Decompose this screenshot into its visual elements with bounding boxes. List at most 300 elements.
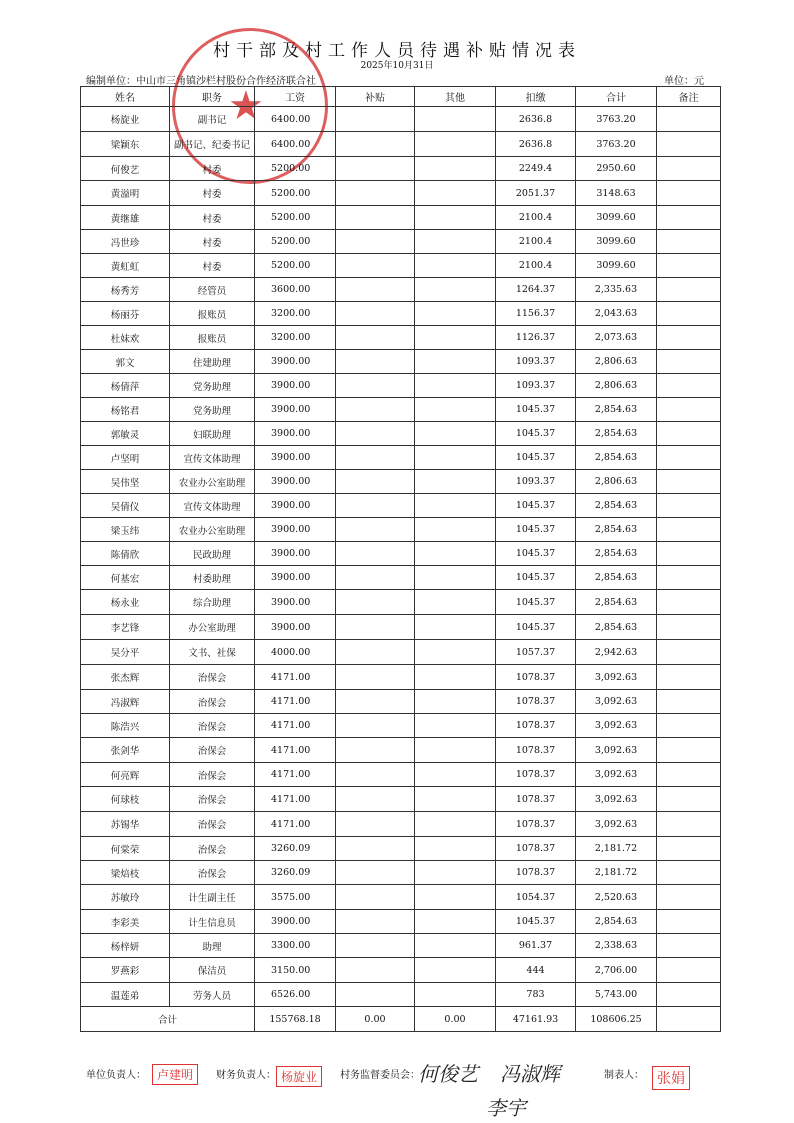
remark-cell: [657, 374, 721, 398]
other-cell: [415, 885, 496, 910]
sum-cell: 2,806.63: [576, 374, 657, 398]
sum-cell: 3099.60: [576, 206, 657, 230]
position-cell: 保洁员: [170, 958, 255, 983]
name-cell: 张杰辉: [81, 665, 170, 690]
remark-cell: [657, 738, 721, 763]
deduction-cell: 1078.37: [496, 763, 576, 787]
wage-cell: 4171.00: [255, 665, 336, 690]
name-cell: 何棠荣: [81, 837, 170, 861]
table-row: [81, 812, 721, 837]
supervision-label: 村务监督委员会：: [340, 1070, 420, 1081]
deduction-cell: 1045.37: [496, 566, 576, 590]
sum-cell: 2,520.63: [576, 885, 657, 910]
other-cell: [415, 861, 496, 885]
remark-cell: [657, 181, 721, 206]
name-cell: 梁玉纬: [81, 518, 170, 542]
table-row: [81, 206, 721, 230]
wage-cell: 3900.00: [255, 422, 336, 446]
other-cell: [415, 910, 496, 934]
deduction-cell: 1078.37: [496, 714, 576, 738]
remark-cell: [657, 640, 721, 665]
sum-cell: 3763.20: [576, 132, 657, 157]
position-cell: 劳务人员: [170, 983, 255, 1007]
subsidy-cell: [336, 326, 415, 350]
name-cell: 杨丽芬: [81, 302, 170, 326]
position-cell: 报账员: [170, 302, 255, 326]
sum-cell: 2,073.63: [576, 326, 657, 350]
name-cell: 吴分平: [81, 640, 170, 665]
remark-cell: [657, 350, 721, 374]
other-cell: [415, 566, 496, 590]
remark-cell: [657, 254, 721, 278]
wage-cell: 3900.00: [255, 615, 336, 640]
column-header: 合计: [576, 87, 657, 107]
subsidy-cell: [336, 278, 415, 302]
other-cell: [415, 665, 496, 690]
table-row: [81, 422, 721, 446]
other-cell: [415, 714, 496, 738]
other-cell: [415, 542, 496, 566]
total-sum: 108606.25: [576, 1007, 657, 1032]
sum-cell: 3,092.63: [576, 690, 657, 714]
other-cell: [415, 983, 496, 1007]
other-cell: [415, 278, 496, 302]
total-row: [81, 1007, 721, 1032]
position-cell: 助理: [170, 934, 255, 958]
sum-cell: 2,854.63: [576, 615, 657, 640]
deduction-cell: 1126.37: [496, 326, 576, 350]
finance-stamp: 杨旋业: [276, 1066, 322, 1087]
wage-cell: 4171.00: [255, 763, 336, 787]
wage-cell: 5200.00: [255, 254, 336, 278]
remark-cell: [657, 494, 721, 518]
table-row: [81, 738, 721, 763]
position-cell: 治保会: [170, 738, 255, 763]
position-cell: 农业办公室助理: [170, 518, 255, 542]
deduction-cell: 1045.37: [496, 446, 576, 470]
name-cell: 吴倩仪: [81, 494, 170, 518]
remark-cell: [657, 157, 721, 181]
sum-cell: 2,854.63: [576, 422, 657, 446]
subsidy-cell: [336, 107, 415, 132]
subsidy-cell: [336, 518, 415, 542]
other-cell: [415, 640, 496, 665]
wage-cell: 3600.00: [255, 278, 336, 302]
subsidy-cell: [336, 665, 415, 690]
position-cell: 党务助理: [170, 398, 255, 422]
name-cell: 梁颖东: [81, 132, 170, 157]
other-cell: [415, 302, 496, 326]
name-cell: 冯世珍: [81, 230, 170, 254]
subsidy-cell: [336, 157, 415, 181]
deduction-cell: 2249.4: [496, 157, 576, 181]
other-cell: [415, 398, 496, 422]
allowance-table: [80, 86, 721, 1032]
page-title: 村干部及村工作人员待遇补贴情况表: [213, 41, 581, 61]
total-remark: [657, 1007, 721, 1032]
wage-cell: 3260.09: [255, 861, 336, 885]
name-cell: 吴伟坚: [81, 470, 170, 494]
deduction-cell: 1054.37: [496, 885, 576, 910]
remark-cell: [657, 714, 721, 738]
position-cell: 计生信息员: [170, 910, 255, 934]
subsidy-cell: [336, 350, 415, 374]
name-cell: 黄虹虹: [81, 254, 170, 278]
table-row: [81, 542, 721, 566]
table-row: [81, 934, 721, 958]
sum-cell: 5,743.00: [576, 983, 657, 1007]
other-cell: [415, 374, 496, 398]
wage-cell: 4171.00: [255, 714, 336, 738]
name-cell: 温莲弟: [81, 983, 170, 1007]
remark-cell: [657, 934, 721, 958]
sum-cell: 2,335.63: [576, 278, 657, 302]
position-cell: 治保会: [170, 861, 255, 885]
table-row: [81, 640, 721, 665]
name-cell: 陈倩欣: [81, 542, 170, 566]
deduction-cell: 961.37: [496, 934, 576, 958]
other-cell: [415, 107, 496, 132]
deduction-cell: 1093.37: [496, 470, 576, 494]
position-cell: 经管员: [170, 278, 255, 302]
name-cell: 罗燕彩: [81, 958, 170, 983]
other-cell: [415, 934, 496, 958]
remark-cell: [657, 398, 721, 422]
deduction-cell: 1078.37: [496, 738, 576, 763]
sum-cell: 2,854.63: [576, 446, 657, 470]
position-cell: 宣传文体助理: [170, 446, 255, 470]
table-row: [81, 254, 721, 278]
sum-cell: 3763.20: [576, 107, 657, 132]
name-cell: 杨倩萍: [81, 374, 170, 398]
name-cell: 何基宏: [81, 566, 170, 590]
column-header: 其他: [415, 87, 496, 107]
deduction-cell: 1045.37: [496, 615, 576, 640]
remark-cell: [657, 590, 721, 615]
wage-cell: 3900.00: [255, 542, 336, 566]
other-cell: [415, 763, 496, 787]
sum-cell: 3099.60: [576, 230, 657, 254]
other-cell: [415, 812, 496, 837]
subsidy-cell: [336, 738, 415, 763]
other-cell: [415, 132, 496, 157]
deduction-cell: 1264.37: [496, 278, 576, 302]
subsidy-cell: [336, 566, 415, 590]
position-cell: 综合助理: [170, 590, 255, 615]
table-row: [81, 615, 721, 640]
column-header: 扣缴: [496, 87, 576, 107]
other-cell: [415, 181, 496, 206]
subsidy-cell: [336, 494, 415, 518]
position-cell: 文书、社保: [170, 640, 255, 665]
table-row: [81, 446, 721, 470]
sum-cell: 2,854.63: [576, 590, 657, 615]
sum-cell: 3,092.63: [576, 738, 657, 763]
sum-cell: 2,806.63: [576, 470, 657, 494]
name-cell: 杨秀芳: [81, 278, 170, 302]
deduction-cell: 2100.4: [496, 254, 576, 278]
table-row: [81, 398, 721, 422]
other-cell: [415, 738, 496, 763]
other-cell: [415, 422, 496, 446]
other-cell: [415, 590, 496, 615]
remark-cell: [657, 230, 721, 254]
position-cell: 村委助理: [170, 566, 255, 590]
table-row: [81, 787, 721, 812]
name-cell: 杜妹欢: [81, 326, 170, 350]
table-row: [81, 350, 721, 374]
subsidy-cell: [336, 615, 415, 640]
subsidy-cell: [336, 254, 415, 278]
subsidy-cell: [336, 206, 415, 230]
name-cell: 何俊艺: [81, 157, 170, 181]
wage-cell: 3900.00: [255, 910, 336, 934]
name-cell: 苏敏玲: [81, 885, 170, 910]
table-row: [81, 494, 721, 518]
name-cell: 杨旋业: [81, 107, 170, 132]
sum-cell: 2,854.63: [576, 542, 657, 566]
sum-cell: 2,806.63: [576, 350, 657, 374]
table-header-row: [81, 87, 721, 107]
subsidy-cell: [336, 812, 415, 837]
wage-cell: 3900.00: [255, 518, 336, 542]
wage-cell: 3575.00: [255, 885, 336, 910]
table-row: [81, 230, 721, 254]
name-cell: 陈浩兴: [81, 714, 170, 738]
table-row: [81, 302, 721, 326]
other-cell: [415, 837, 496, 861]
other-cell: [415, 206, 496, 230]
subsidy-cell: [336, 787, 415, 812]
other-cell: [415, 470, 496, 494]
subsidy-cell: [336, 763, 415, 787]
remark-cell: [657, 518, 721, 542]
column-header: 工资: [255, 87, 336, 107]
sum-cell: 2,043.63: [576, 302, 657, 326]
subsidy-cell: [336, 181, 415, 206]
deduction-cell: 1057.37: [496, 640, 576, 665]
position-cell: 治保会: [170, 665, 255, 690]
sum-cell: 3,092.63: [576, 787, 657, 812]
deduction-cell: 1045.37: [496, 910, 576, 934]
wage-cell: 3900.00: [255, 446, 336, 470]
sum-cell: 3148.63: [576, 181, 657, 206]
other-cell: [415, 350, 496, 374]
name-cell: 卢坚明: [81, 446, 170, 470]
subsidy-cell: [336, 446, 415, 470]
other-cell: [415, 690, 496, 714]
name-cell: 杨永业: [81, 590, 170, 615]
wage-cell: 3900.00: [255, 566, 336, 590]
remark-cell: [657, 278, 721, 302]
wage-cell: 4171.00: [255, 787, 336, 812]
name-cell: 何球枝: [81, 787, 170, 812]
position-cell: 村委: [170, 230, 255, 254]
sum-cell: 2,942.63: [576, 640, 657, 665]
table-row: [81, 518, 721, 542]
deduction-cell: 1045.37: [496, 518, 576, 542]
wage-cell: 3260.09: [255, 837, 336, 861]
wage-cell: 4000.00: [255, 640, 336, 665]
wage-cell: 6400.00: [255, 107, 336, 132]
position-cell: 民政助理: [170, 542, 255, 566]
wage-cell: 3900.00: [255, 374, 336, 398]
responsible-label: 单位负责人：: [86, 1070, 146, 1081]
subsidy-cell: [336, 958, 415, 983]
deduction-cell: 2100.4: [496, 206, 576, 230]
wage-cell: 5200.00: [255, 230, 336, 254]
deduction-cell: 1045.37: [496, 422, 576, 446]
wage-cell: 3900.00: [255, 494, 336, 518]
currency-unit: 单位：元: [664, 76, 704, 87]
position-cell: 妇联助理: [170, 422, 255, 446]
remark-cell: [657, 861, 721, 885]
remark-cell: [657, 302, 721, 326]
table-row: [81, 566, 721, 590]
table-row: [81, 885, 721, 910]
position-cell: 治保会: [170, 837, 255, 861]
other-cell: [415, 494, 496, 518]
sum-cell: 3,092.63: [576, 665, 657, 690]
deduction-cell: 783: [496, 983, 576, 1007]
name-cell: 梁焙枝: [81, 861, 170, 885]
position-cell: 治保会: [170, 714, 255, 738]
deduction-cell: 1156.37: [496, 302, 576, 326]
total-other: 0.00: [415, 1007, 496, 1032]
name-cell: 杨梓妍: [81, 934, 170, 958]
position-cell: 村委: [170, 181, 255, 206]
table-row: [81, 181, 721, 206]
deduction-cell: 1045.37: [496, 590, 576, 615]
responsible-stamp: 卢建明: [152, 1064, 198, 1085]
deduction-cell: 1078.37: [496, 665, 576, 690]
position-cell: 党务助理: [170, 374, 255, 398]
table-row: [81, 132, 721, 157]
deduction-cell: 1078.37: [496, 861, 576, 885]
deduction-cell: 1078.37: [496, 837, 576, 861]
deduction-cell: 1045.37: [496, 542, 576, 566]
deduction-cell: 1045.37: [496, 494, 576, 518]
other-cell: [415, 157, 496, 181]
table-row: [81, 958, 721, 983]
other-cell: [415, 254, 496, 278]
deduction-cell: 444: [496, 958, 576, 983]
column-header: 职务: [170, 87, 255, 107]
position-cell: 办公室助理: [170, 615, 255, 640]
deduction-cell: 2636.8: [496, 107, 576, 132]
sum-cell: 3,092.63: [576, 812, 657, 837]
deduction-cell: 1045.37: [496, 398, 576, 422]
table-row: [81, 763, 721, 787]
name-cell: 李艺锋: [81, 615, 170, 640]
position-cell: 副书记: [170, 107, 255, 132]
subsidy-cell: [336, 640, 415, 665]
other-cell: [415, 615, 496, 640]
table-row: [81, 374, 721, 398]
column-header: 姓名: [81, 87, 170, 107]
sum-cell: 2,706.00: [576, 958, 657, 983]
position-cell: 村委: [170, 254, 255, 278]
remark-cell: [657, 812, 721, 837]
remark-cell: [657, 206, 721, 230]
wage-cell: 3150.00: [255, 958, 336, 983]
subsidy-cell: [336, 230, 415, 254]
position-cell: 村委: [170, 157, 255, 181]
subsidy-cell: [336, 302, 415, 326]
deduction-cell: 2051.37: [496, 181, 576, 206]
wage-cell: 3900.00: [255, 590, 336, 615]
other-cell: [415, 230, 496, 254]
column-header: 备注: [657, 87, 721, 107]
name-cell: 冯淑辉: [81, 690, 170, 714]
table-row: [81, 714, 721, 738]
wage-cell: 3200.00: [255, 326, 336, 350]
deduction-cell: 1093.37: [496, 350, 576, 374]
total-deduction: 47161.93: [496, 1007, 576, 1032]
column-header: 补贴: [336, 87, 415, 107]
sum-cell: 2,854.63: [576, 518, 657, 542]
table-row: [81, 326, 721, 350]
name-cell: 张剑华: [81, 738, 170, 763]
position-cell: 村委: [170, 206, 255, 230]
subsidy-cell: [336, 422, 415, 446]
deduction-cell: 1093.37: [496, 374, 576, 398]
preparing-unit: 编制单位：中山市三角镇沙栏村股份合作经济联合社: [86, 76, 316, 87]
other-cell: [415, 446, 496, 470]
sum-cell: 3,092.63: [576, 714, 657, 738]
deduction-cell: 1078.37: [496, 787, 576, 812]
remark-cell: [657, 542, 721, 566]
remark-cell: [657, 422, 721, 446]
sum-cell: 2950.60: [576, 157, 657, 181]
remark-cell: [657, 958, 721, 983]
sum-cell: 3099.60: [576, 254, 657, 278]
table-row: [81, 910, 721, 934]
wage-cell: 3900.00: [255, 398, 336, 422]
subsidy-cell: [336, 861, 415, 885]
position-cell: 宣传文体助理: [170, 494, 255, 518]
name-cell: 何亮辉: [81, 763, 170, 787]
position-cell: 治保会: [170, 787, 255, 812]
other-cell: [415, 787, 496, 812]
sum-cell: 2,854.63: [576, 398, 657, 422]
sum-cell: 2,338.63: [576, 934, 657, 958]
other-cell: [415, 518, 496, 542]
table-row: [81, 837, 721, 861]
wage-cell: 3900.00: [255, 470, 336, 494]
position-cell: 农业办公室助理: [170, 470, 255, 494]
total-wage: 155768.18: [255, 1007, 336, 1032]
deduction-cell: 2636.8: [496, 132, 576, 157]
sum-cell: 2,181.72: [576, 837, 657, 861]
remark-cell: [657, 763, 721, 787]
name-cell: 黄溢明: [81, 181, 170, 206]
remark-cell: [657, 326, 721, 350]
position-cell: 治保会: [170, 690, 255, 714]
table-row: [81, 665, 721, 690]
signature: 冯淑辉: [500, 1062, 560, 1086]
finance-label: 财务负责人：: [216, 1070, 276, 1081]
wage-cell: 4171.00: [255, 812, 336, 837]
table-row: [81, 690, 721, 714]
position-cell: 住建助理: [170, 350, 255, 374]
name-cell: 杨铭君: [81, 398, 170, 422]
remark-cell: [657, 983, 721, 1007]
remark-cell: [657, 690, 721, 714]
name-cell: 郭敏灵: [81, 422, 170, 446]
deduction-cell: 1078.37: [496, 812, 576, 837]
subsidy-cell: [336, 837, 415, 861]
